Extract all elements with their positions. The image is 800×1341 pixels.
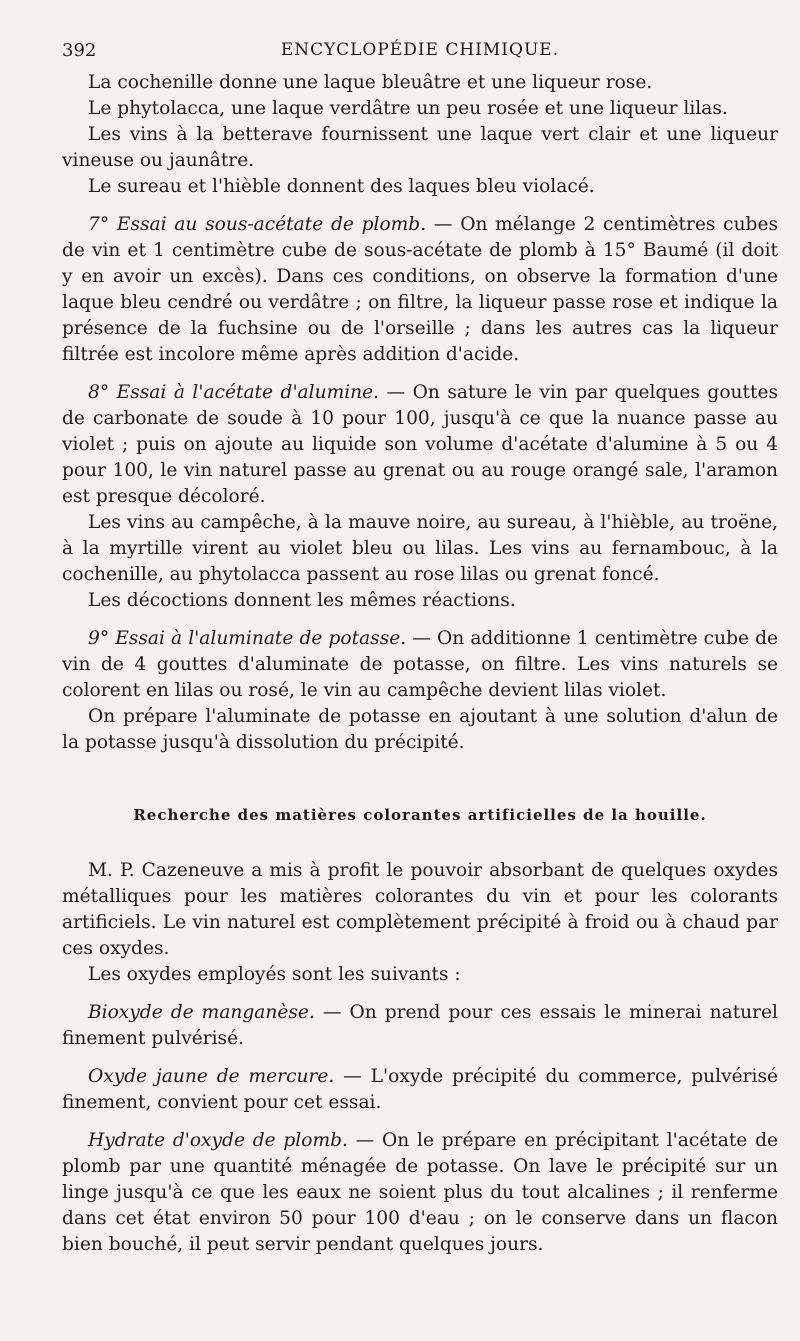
paragraph: La cochenille donne une laque bleuâtre et une liqueur rose. (88, 72, 653, 93)
test-9-text: — On additionne 1 centimètre cube de vin de 4 gouttes d'aluminate de potasse, on filtre. Les vins naturels se colorent en lilas ou rosé, le vin au campêche devient lilas violet. (62, 628, 778, 701)
manganese-text: — On prend pour ces essais le minerai naturel finement pulvérisé. (62, 1002, 778, 1049)
paragraph: Les vins au campêche, à la mauve noire, au sureau, à l'hièble, au troëne, à la myrtille virent au violet bleu ou lilas. Les vins au fernambouc, à la cochenille, au phytolacca passent au rose lilas ou grenat foncé. (62, 512, 778, 585)
paragraph-plomb (62, 1128, 778, 1258)
section-heading: Recherche des matières colorantes artificielles de la houille. (133, 806, 707, 824)
test-9-heading: 9° Essai à l'aluminate de potasse. (88, 628, 407, 649)
paragraph-test-9 (62, 626, 778, 704)
paragraph-test-8 (62, 380, 778, 510)
test-7-heading: 7° Essai au sous-acétate de plomb. (88, 214, 427, 235)
test-8-heading: 8° Essai à l'acétate d'alumine. (88, 382, 380, 403)
mercure-heading: Oxyde jaune de mercure. (88, 1066, 335, 1087)
page-header (62, 40, 778, 64)
paragraph-manganese (62, 1000, 778, 1052)
test-8-text: — On sature le vin par quelques gouttes de carbonate de soude à 10 pour 100, jusqu'à ce que la nuance passe au violet ; puis on ajoute au liquide son volume d'acétate d'alumine à 5 ou 4 pour 100, le vin naturel passe au grenat ou au rouge orangé sale, l'aramon est presque décoloré. (62, 382, 778, 507)
manganese-heading: Bioxyde de manganèse. (88, 1002, 315, 1023)
paragraph: M. P. Cazeneuve a mis à profit le pouvoir absorbant de quelques oxydes métalliques pour les matières colorantes du vin et pour les colorants artificiels. Le vin naturel est complètement précipité à froid ou à chaud par ces oxydes. (62, 860, 778, 959)
paragraph-test-7 (62, 212, 778, 368)
page-number: 392 (62, 40, 97, 61)
paragraph: Les oxydes employés sont les suivants : (88, 964, 461, 985)
test-7-text: — On mélange 2 centimètres cubes de vin et 1 centimètre cube de sous-acétate de plomb à 15° Baumé (il doit y en avoir un excès). Dans ces conditions, on observe la formation d'une laque bleu cendré ou verdâtre ; on filtre, la liqueur passe rose et indique la présence de la fuchsine ou de l'orseille ; dans les autres cas la liqueur filtrée est incolore même après addition d'acide. (62, 214, 778, 365)
running-title: ENCYCLOPÉDIE CHIMIQUE. (280, 40, 560, 60)
plomb-heading: Hydrate d'oxyde de plomb. (88, 1130, 348, 1151)
mercure-text: — L'oxyde précipité du commerce, pulvérisé finement, convient pour cet essai. (62, 1066, 778, 1113)
paragraph: Le sureau et l'hièble donnent des laques bleu violacé. (88, 176, 595, 197)
paragraph: On prépare l'aluminate de potasse en ajoutant à une solution d'alun de la potasse jusqu'à dissolution du précipité. (62, 706, 778, 753)
page-body (62, 70, 778, 1258)
paragraph: Les décoctions donnent les mêmes réactions. (88, 590, 516, 611)
paragraph: Les vins à la betterave fournissent une laque vert clair et une liqueur vineuse ou jaunâtre. (62, 124, 778, 171)
plomb-text: — On le prépare en précipitant l'acétate de plomb par une quantité ménagée de potasse. On lave le précipité sur un linge jusqu'à ce que les eaux ne soient plus du tout alcalines ; il renferme dans cet état environ 50 pour 100 d'eau ; on le conserve dans un flacon bien bouché, il peut servir pendant quelques jours. (62, 1130, 778, 1255)
paragraph: Le phytolacca, une laque verdâtre un peu rosée et une liqueur lilas. (88, 98, 728, 119)
paragraph-mercure (62, 1064, 778, 1116)
